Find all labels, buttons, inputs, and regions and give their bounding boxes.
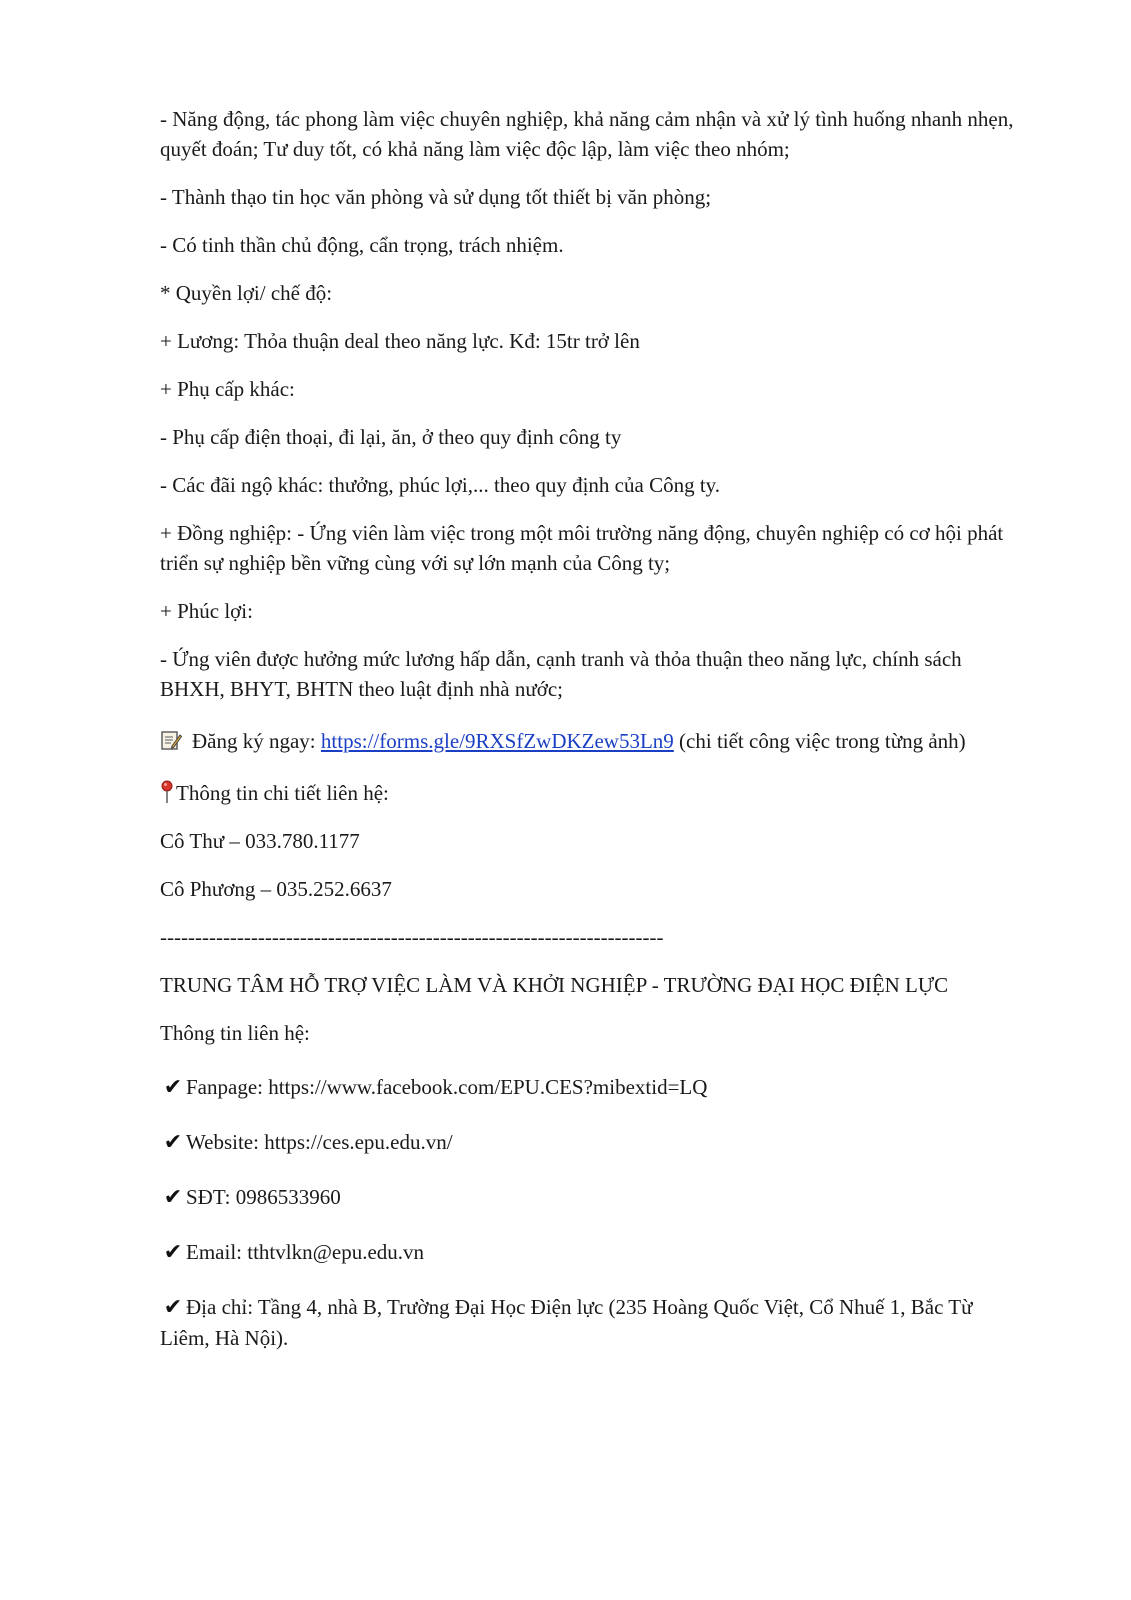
contact-heading: Thông tin chi tiết liên hệ: bbox=[176, 781, 389, 805]
check-mark-icon: ✔ bbox=[163, 1240, 183, 1265]
check-mark-icon: ✔ bbox=[163, 1130, 183, 1155]
benefits-allowance-1: - Phụ cấp điện thoại, đi lại, ăn, ở theo quy định công ty bbox=[160, 425, 622, 449]
register-line bbox=[160, 726, 1020, 756]
benefits-allowance-heading: + Phụ cấp khác: bbox=[160, 377, 295, 401]
center-title: TRUNG TÂM HỖ TRỢ VIỆC LÀM VÀ KHỞI NGHIỆP - TRƯỜNG ĐẠI HỌC ĐIỆN LỰC bbox=[160, 973, 949, 997]
section-divider: ------------------------------------------------------------------------ bbox=[160, 925, 664, 949]
contact-person-1: Cô Thư – 033.780.1177 bbox=[160, 829, 360, 853]
center-phone-text: SĐT: 0986533960 bbox=[186, 1185, 341, 1209]
benefits-salary: + Lương: Thỏa thuận deal theo năng lực. Kđ: 15tr trở lên bbox=[160, 329, 640, 353]
contact-person-2: Cô Phương – 035.252.6637 bbox=[160, 877, 392, 901]
benefits-welfare-heading: + Phúc lợi: bbox=[160, 599, 253, 623]
center-address-text: Địa chỉ: Tầng 4, nhà B, Trường Đại Học Điện lực (235 Hoàng Quốc Việt, Cổ Nhuế 1, Bắc Từ Liêm, Hà Nội). bbox=[160, 1295, 973, 1350]
requirement-line-1: - Năng động, tác phong làm việc chuyên nghiệp, khả năng cảm nhận và xử lý tình huống nhanh nhẹn, quyết đoán; Tư duy tốt, có khả năng làm việc độc lập, làm việc theo nhóm; bbox=[160, 107, 1014, 161]
register-form-link[interactable]: https://forms.gle/9RXSfZwDKZew53Ln9 bbox=[320, 729, 674, 753]
center-website-text: Website: https://ces.epu.edu.vn/ bbox=[186, 1130, 453, 1154]
contact-heading-line bbox=[160, 778, 1020, 808]
center-phone bbox=[160, 1182, 1020, 1213]
center-contact-heading: Thông tin liên hệ: bbox=[160, 1021, 310, 1045]
center-website bbox=[160, 1127, 1020, 1158]
document-page bbox=[160, 104, 1020, 1353]
check-mark-icon: ✔ bbox=[163, 1075, 183, 1100]
requirement-line-3: - Có tinh thần chủ động, cẩn trọng, trách nhiệm. bbox=[160, 233, 564, 257]
memo-icon bbox=[160, 729, 182, 751]
center-fanpage bbox=[160, 1072, 1020, 1103]
center-fanpage-text: Fanpage: https://www.facebook.com/EPU.CES?mibextid=LQ bbox=[186, 1075, 708, 1099]
requirement-line-2: - Thành thạo tin học văn phòng và sử dụng tốt thiết bị văn phòng; bbox=[160, 185, 712, 209]
center-email-text: Email: tthtvlkn@epu.edu.vn bbox=[186, 1240, 425, 1264]
check-mark-icon: ✔ bbox=[163, 1185, 183, 1210]
benefits-welfare-1: - Ứng viên được hưởng mức lương hấp dẫn, cạnh tranh và thỏa thuận theo năng lực, chính sách BHXH, BHYT, BHTN theo luật định nhà nước; bbox=[160, 647, 962, 701]
pushpin-icon bbox=[160, 780, 174, 804]
benefits-allowance-2: - Các đãi ngộ khác: thưởng, phúc lợi,... theo quy định của Công ty. bbox=[160, 473, 721, 497]
register-note: (chi tiết công việc trong từng ảnh) bbox=[679, 729, 966, 753]
benefits-heading: * Quyền lợi/ chế độ: bbox=[160, 281, 333, 305]
center-email bbox=[160, 1237, 1020, 1268]
register-label: Đăng ký ngay: bbox=[192, 729, 316, 753]
benefits-colleagues: + Đồng nghiệp: - Ứng viên làm việc trong một môi trường năng động, chuyên nghiệp có cơ hội phát triển sự nghiệp bền vững cùng với sự lớn mạnh của Công ty; bbox=[160, 521, 1004, 575]
center-address bbox=[160, 1292, 1020, 1353]
check-mark-icon: ✔ bbox=[163, 1295, 183, 1320]
